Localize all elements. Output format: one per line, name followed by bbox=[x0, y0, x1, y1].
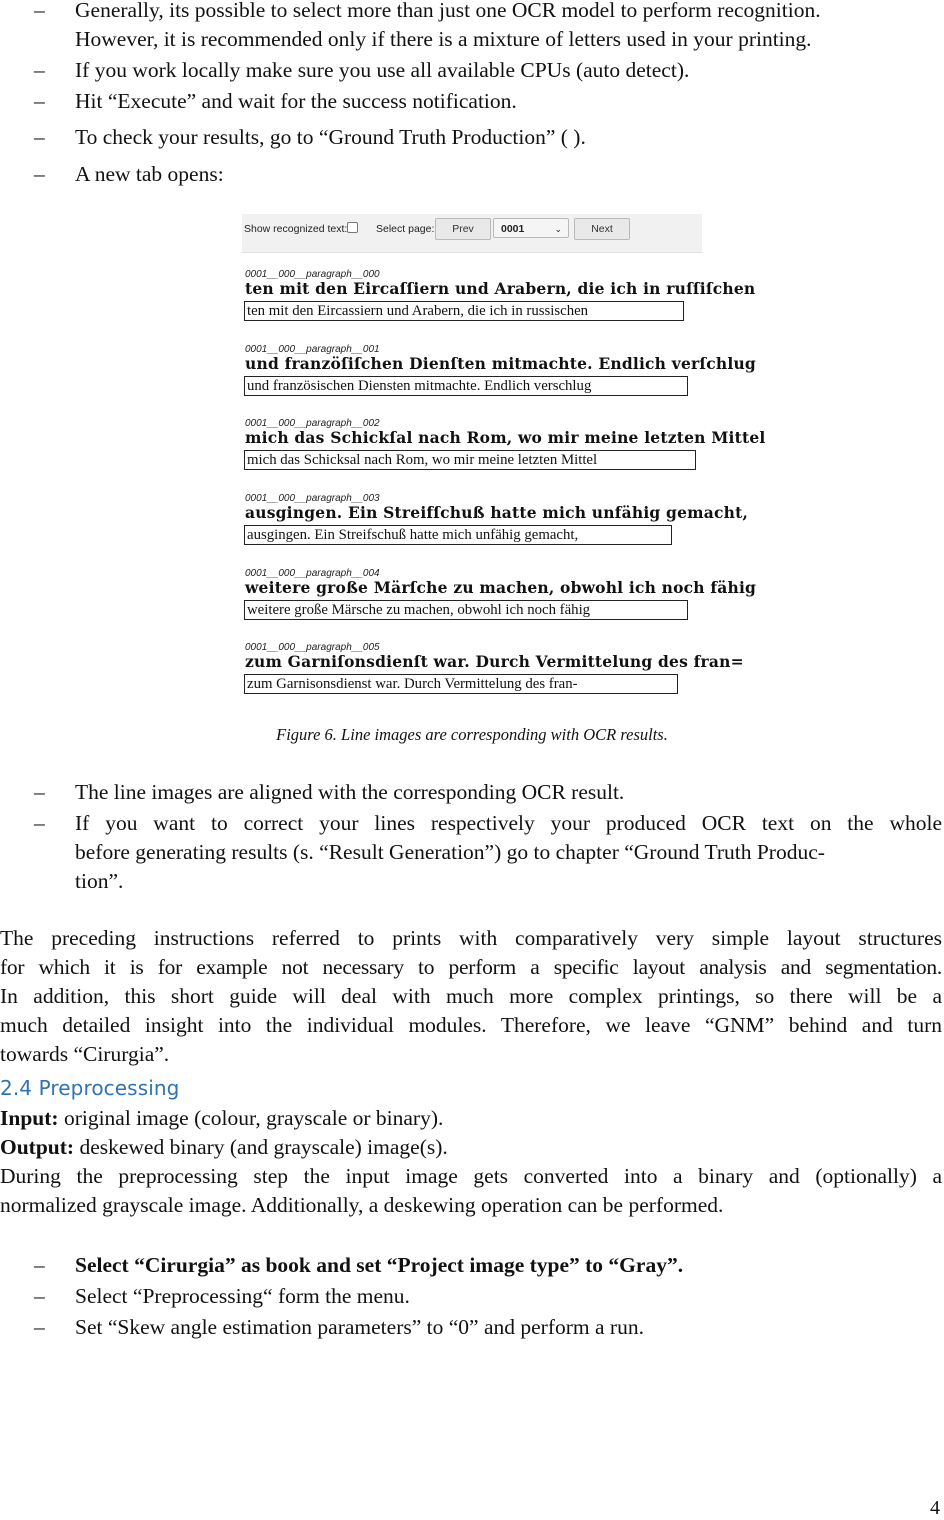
page-number: 4 bbox=[930, 1497, 940, 1519]
ocr-results-figure bbox=[242, 214, 766, 704]
list-item: – A new tab opens: bbox=[34, 162, 224, 186]
chevron-down-icon: ⌄ bbox=[554, 224, 562, 234]
mid-bullet-list bbox=[0, 778, 944, 896]
list-item: – If you work locally make sure you use all available CPUs (auto detect). bbox=[34, 58, 690, 82]
ocr-text-field[interactable]: mich das Schicksal nach Rom, wo mir meine letzten Mittel bbox=[244, 450, 696, 470]
record-id: 0001__000__paragraph__001 bbox=[245, 344, 380, 355]
list-item: – Generally, its possible to select more than just one OCR model to perform recognition. However, it is recommended only if there is a mixture of letters used in your printing. bbox=[34, 0, 821, 51]
list-item: – If you want to correct your lines respectively your produced OCR text on the whole before generating results (s. “Result Generation”) go to chapter “Ground Truth Produc- tion”. bbox=[34, 811, 942, 893]
list-item: – To check your results, go to “Ground Truth Production” ( ). bbox=[34, 125, 586, 149]
show-recognized-text-checkbox[interactable] bbox=[347, 222, 358, 233]
preprocessing-steps bbox=[0, 1251, 944, 1342]
list-item: – Hit “Execute” and wait for the success notification. bbox=[34, 89, 517, 113]
input-line: Input: original image (colour, grayscale or binary). bbox=[0, 1106, 444, 1130]
line-image: mich das Schickſal nach Rom, wo mir meine letzten Mittel bbox=[245, 428, 766, 447]
select-page-label: Select page: bbox=[376, 223, 435, 235]
body-paragraph: The preceding instructions referred to prints with comparatively very simple layout structures for which it is for example not necessary to perform a specific layout analysis and segmentation. In addition, this short guide will deal with much more complex printings, so there will be a much detailed insight into the individual modules. Therefore, we leave “GNM” behind and turn towards “Cirurgia”. bbox=[0, 926, 942, 1066]
line-image: zum Garniſonsdienſt war. Durch Vermittelung des fran= bbox=[245, 652, 744, 671]
record-id: 0001__000__paragraph__004 bbox=[245, 568, 380, 579]
record-id: 0001__000__paragraph__003 bbox=[245, 493, 380, 504]
line-image: ausgingen. Ein Streifſchuß hatte mich unfähig gemacht, bbox=[245, 503, 749, 522]
output-line: Output: deskewed binary (and grayscale) image(s). bbox=[0, 1135, 448, 1159]
show-recognized-text-label: Show recognized text: bbox=[244, 223, 348, 235]
record-id: 0001__000__paragraph__000 bbox=[245, 269, 380, 280]
record-id: 0001__000__paragraph__005 bbox=[245, 642, 380, 653]
section-heading: 2.4 Preprocessing bbox=[0, 1076, 180, 1100]
ocr-text-field[interactable]: ausgingen. Ein Streifschuß hatte mich unfähig gemacht, bbox=[244, 525, 672, 545]
list-item: – Select “Cirurgia” as book and set “Project image type” to “Gray”. bbox=[34, 1253, 684, 1277]
top-bullet-list bbox=[0, 0, 944, 189]
ocr-text-field[interactable]: und französischen Diensten mitmachte. Endlich verschlug bbox=[244, 376, 688, 396]
ocr-text-field[interactable]: zum Garnisonsdienst war. Durch Vermittelung des fran- bbox=[244, 674, 678, 694]
ocr-text-field[interactable]: ten mit den Eircassiern und Arabern, die ich in russischen bbox=[244, 301, 684, 321]
page-select[interactable]: 0001 ⌄ bbox=[493, 218, 569, 238]
section-body: Input: original image (colour, grayscale or binary). Output: deskewed binary (and grayscale) image(s). During the preprocessing step the input image gets converted into a binary and (optionally) a normalized grayscale image. Additionally, a deskewing operation can be performed. bbox=[0, 1106, 942, 1217]
line-image: und franzöſiſchen Dienſten mitmachte. Endlich verſchlug bbox=[245, 354, 756, 373]
prev-button[interactable]: Prev bbox=[435, 218, 491, 240]
line-image: weitere große Märſche zu machen, obwohl ich noch fähig bbox=[245, 578, 757, 597]
list-item: – The line images are aligned with the corresponding OCR result. bbox=[34, 780, 625, 804]
line-image: ten mit den Eircaſſiern und Arabern, die ich in ruſſiſchen bbox=[245, 279, 756, 298]
figure-toolbar bbox=[242, 214, 702, 253]
list-item: – Select “Preprocessing“ form the menu. bbox=[34, 1284, 410, 1308]
ocr-text-field[interactable]: weitere große Märsche zu machen, obwohl ich noch fähig bbox=[244, 600, 688, 620]
next-button[interactable]: Next bbox=[574, 218, 630, 240]
list-item: – Set “Skew angle estimation parameters” to “0” and perform a run. bbox=[34, 1315, 644, 1339]
figure-caption: Figure 6. Line images are corresponding with OCR results. bbox=[276, 725, 668, 744]
record-id: 0001__000__paragraph__002 bbox=[245, 418, 380, 429]
